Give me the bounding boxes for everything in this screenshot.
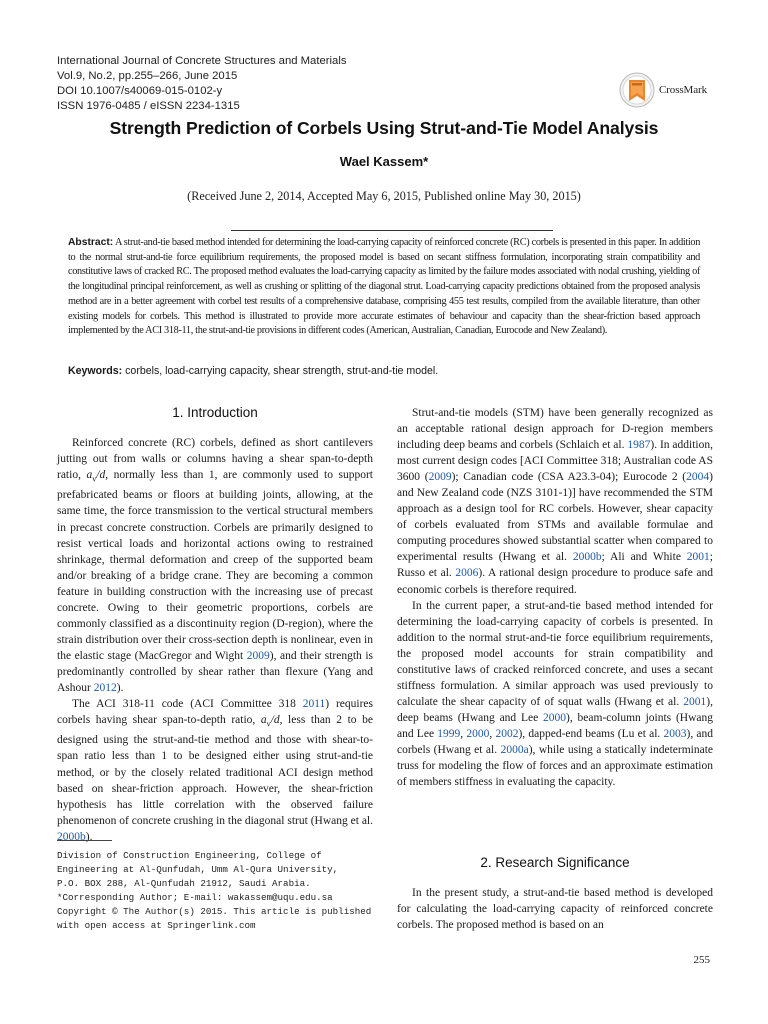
citation-link[interactable]: 2000a — [500, 743, 529, 756]
citation-link[interactable]: 1987 — [627, 439, 651, 452]
journal-name: International Journal of Concrete Structures and Materials — [57, 55, 347, 67]
citation-link[interactable]: 2000 — [543, 711, 567, 724]
citation-link[interactable]: 2009 — [246, 649, 270, 662]
paper-title: Strength Prediction of Corbels Using Strut-and-Tie Model Analysis — [109, 118, 659, 138]
citation-link[interactable]: 1999 — [437, 727, 461, 740]
citation-link[interactable]: 2000b — [57, 830, 86, 843]
page-number: 255 — [693, 954, 710, 966]
citation-link[interactable]: 2009 — [428, 471, 452, 484]
crossmark-label: CrossMark — [659, 84, 707, 96]
journal-header — [57, 54, 517, 114]
citation-link[interactable]: 2003 — [663, 727, 687, 740]
citation-link[interactable]: 2000 — [466, 727, 490, 740]
right-column-section2 — [397, 885, 713, 933]
crossmark-badge[interactable] — [618, 70, 718, 110]
journal-volume: Vol.9, No.2, pp.255–266, June 2015 — [57, 70, 238, 82]
section-heading-introduction: 1. Introduction — [172, 405, 258, 420]
abstract-text: A strut-and-tie based method intended for determining the load-carrying capacity of reinforced concrete (RC) corbels is presented in this paper. In addition to the normal strut-and-tie force equilibrium requirements, the proposed model is based on secant stiffness formulation, incorporating strain compatibility and constitutive laws of cracked RC. The proposed method evaluates the load-carrying capacity as limited by the failure modes associated with nodal crushing, yielding of the longitudinal principal reinforcement, as well as crushing or splitting of the diagonal strut. Load-carrying capacity predictions obtained from the proposed analysis method are in a better agreement with corbel test results of a comprehensive database, comprising 455 test results, compiled from the available literature, than other existing models for corbels. This method is illustrated to provide more accurate estimates of behaviour and capacity than the shear-friction based approach implemented by the ACI 318-11, the strut-and-tie provisions in different codes (American, Australian, Canadian, Eurocode and New Zealand). — [68, 237, 701, 337]
journal-doi[interactable]: DOI 10.1007/s40069-015-0102-y — [57, 85, 223, 97]
left-column — [57, 435, 373, 845]
citation-link[interactable]: 2000b — [572, 551, 602, 564]
paragraph: In the current paper, a strut-and-tie based method intended for determining the load-carrying capacity of corbels is presented. In addition to the normal strut-and-tie force equilibrium requirements, the proposed model accounts for strain compatibility and constitutive laws of cracked reinforced concrete, and uses a secant stiffness formulation. A similar approach was used previously to calculate the shear capacity of of squat walls (Hwang et al. 2001), deep beams (Hwang and Lee 2000), beam-column joints (Hwang and Lee 1999, 2000, 2002), dapped-end beams (Lu et al. 2003), and corbels (Hwang et al. 2000a), while using a statically indeterminate truss for modeling the flow of forces and an approximate estimation of members stiffness in evaluating the capacity. — [397, 599, 714, 789]
footnote-divider — [57, 840, 112, 841]
keywords-label: Keywords: — [68, 365, 123, 377]
paragraph: Reinforced concrete (RC) corbels, defined as short cantilevers jutting out from walls or columns having a shear span-to-depth ratio, $a_v/d$, normally less than 1, are commonly used to support prefabricated beams or floors at building joints, allowing, at the same time, the force transmission to the vertical structural members in precast concrete construction. Corbels are primarily designed to resist vertical loads and horizontal actions owing to restrained shrinkage, thermal deformation and creep of the supported beam and/or breaking of a bridge crane. They are becoming a common feature in building construction with the increasing use of precast concrete. Owing to their geometric proportions, corbels are commonly classified as a discontinuity region (D-region), where the strain distribution over their cross-section depth is nonlinear, even in the elastic stage (MacGregor and Wight 2009), and their strength is predominantly controlled by shear rather than flexure (Yang and Ashour 2012). — [57, 437, 374, 694]
citation-link[interactable]: 2002 — [495, 727, 519, 740]
paper-author: Wael Kassem* — [339, 154, 429, 169]
crossmark-logo-icon — [618, 71, 656, 109]
section-heading-research-significance: 2. Research Significance — [480, 855, 630, 870]
paragraph: In the present study, a strut-and-tie based method is developed for calculating the load-carrying capacity of reinforced concrete corbels. The proposed method is based on an — [397, 887, 713, 932]
author-affiliation-footnote: Division of Construction Engineering, College of Engineering at Al-Qunfudah, Umm Al-Qura University, P.O. BOX 288, Al-Qunfudah 21912, Saudi Arabia. *Corresponding Author; E-mail: wakassem@uqu.edu.sa Copyright © The Author(s) 2015. This article is published with open access at Springerlink.com — [57, 849, 377, 933]
publication-dates: (Received June 2, 2014, Accepted May 6, 2015, Published online May 30, 2015) — [187, 189, 581, 203]
abstract-label: Abstract: — [68, 237, 114, 248]
citation-link[interactable]: 2012 — [93, 682, 117, 694]
abstract-divider — [231, 230, 553, 231]
paragraph: The ACI 318-11 code (ACI Committee 318 2011) requires corbels having shear span-to-depth ratio, $a_v/d$, less than 2 to be designed using the strut-and-tie method and those with shear-to-span ratio less than 1 to be designed either using strut-and-tie method, or by the closely related traditional ACI design method based on shear-friction approach. However, the shear-friction hypothesis has little correlation with the observed failure phenomenon of concrete crushing in the diagonal strut (Hwang et al. 2000b). — [57, 698, 373, 843]
keywords-text: corbels, load-carrying capacity, shear strength, strut-and-tie model. — [125, 365, 439, 377]
citation-link[interactable]: 2004 — [686, 471, 710, 484]
citation-link[interactable]: 2001 — [683, 695, 707, 708]
journal-issn: ISSN 1976-0485 / eISSN 2234-1315 — [57, 100, 240, 112]
author-email[interactable]: *Corresponding Author; E-mail: wakassem@uqu.edu.sa — [57, 892, 333, 903]
citation-link[interactable]: 2011 — [302, 698, 326, 711]
keywords — [68, 365, 700, 377]
right-column — [397, 405, 713, 790]
paragraph: Strut-and-tie models (STM) have been generally recognized as an acceptable rational design approach for D-region members including deep beams and corbels (Schlaich et al. 1987). In addition, most current design codes [ACI Committee 318; Australian code AS 3600 (2009); Canadian code (CSA A23.3-04); Eurocode 2 (2004) and New Zealand code (NZS 3101-1)] have recommended the STM approach as a design tool for RC corbels. However, shear capacity of corbels evaluated from STMs and available formulae and computing procedures showed substantial scatter when compared to experimental results (Hwang et al. 2000b; Ali and White 2001; Russo et al. 2006). A rational design procedure to produce safe and economic corbels is therefore required. — [397, 407, 713, 596]
citation-link[interactable]: 2006 — [455, 567, 479, 580]
abstract — [68, 236, 700, 339]
citation-link[interactable]: 2001 — [686, 551, 710, 564]
